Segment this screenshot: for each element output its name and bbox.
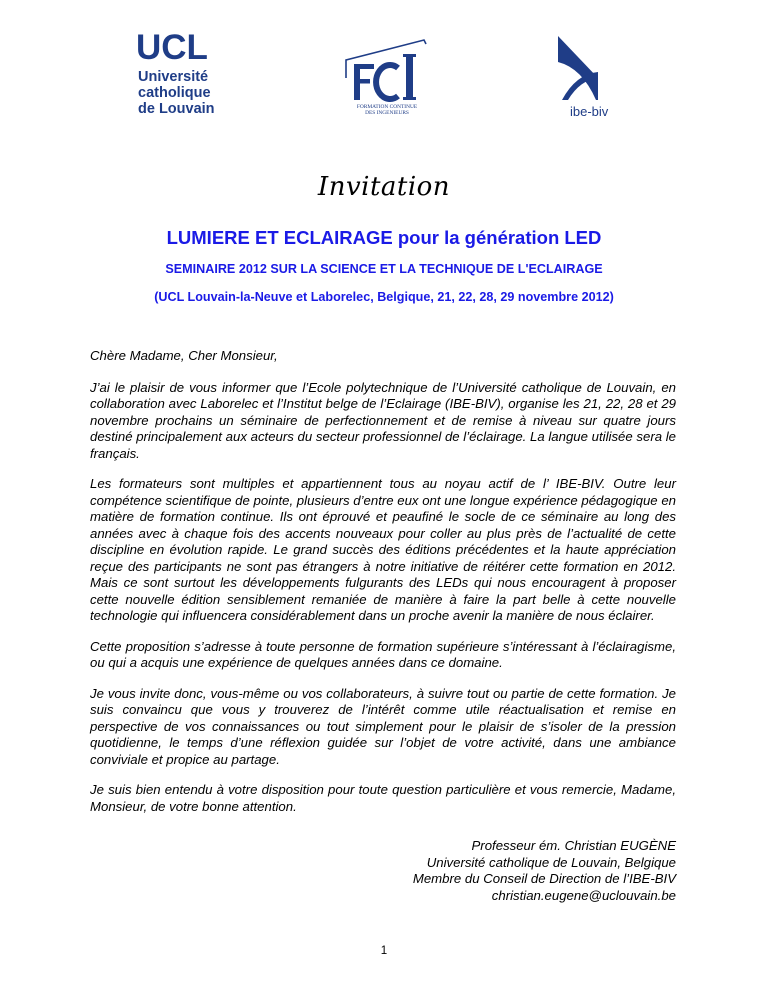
fci-caption-line1: FORMATION CONTINUE xyxy=(356,104,418,110)
page-number: 1 xyxy=(380,945,388,957)
letter-paragraph: Les formateurs sont multiples et appartiennent tous au noyau actif de l’ IBE-BIV. Outre leur compétence scientifique de pointe, plusieurs d’entre eux ont une longue expérience pédagogique en matière de formation continue. Ils ont éprouvé et peaufiné le socle de ce séminaire au long des années avec à chaque fois des accents nouveaux pour coller au plus près de l’actualité de cette discipline en évolution rapide. Le grand succès des éditions précédentes et la haute appréciation reçue des participants ne sont pas étrangers à notre initiative de réitérer cette formation en 2012. Mais ce sont surtout les développements fulgurants des LEDs qui nous encouragent à proposer cette nouvelle édition sensiblement remaniée de manière à faire la part belle à cette nouvelle technologie qui influencera considérablement dans un proche avenir la manière de nous éclairer. xyxy=(90,476,676,623)
fci-caption-line2: DES INGENIEURS xyxy=(365,110,409,116)
ucl-logo-acronym: UCL xyxy=(136,28,208,67)
ucl-logo-line3: de Louvain xyxy=(138,101,215,117)
fci-logo xyxy=(332,38,442,123)
signature-email[interactable]: christian.eugene@uclouvain.be xyxy=(491,887,676,903)
fci-logo-graphic xyxy=(332,38,442,103)
letter-paragraph: Je suis bien entendu à votre disposition pour toute question particulière et vous remercie, Madame, Monsieur, de votre bonne attention. xyxy=(90,782,676,814)
ibe-biv-logo xyxy=(552,34,632,119)
letter-greeting: Chère Madame, Cher Monsieur, xyxy=(90,348,278,363)
signature-name: Professeur ém. Christian EUGÈNE xyxy=(471,838,676,853)
ibe-biv-logo-graphic xyxy=(552,34,632,104)
seminar-subtitle: SEMINAIRE 2012 SUR LA SCIENCE ET LA TECHNIQUE DE L'ECLAIRAGE xyxy=(165,262,603,276)
invitation-heading: Invitation xyxy=(317,172,451,202)
signature-block xyxy=(413,838,676,904)
ucl-logo-line1: Université xyxy=(138,69,209,85)
ucl-logo-line2: catholique xyxy=(138,85,211,101)
letter-paragraph: Cette proposition s’adresse à toute personne de formation supérieure s’intéressant à l’éclairagisme, ou qui a acquis une expérience de quelques années dans ce domaine. xyxy=(90,638,676,670)
letter-paragraph: Je vous invite donc, vous-même ou vos collaborateurs, à suivre tout ou partie de cette formation. Je suis convaincu que vous y trouverez de l’intérêt comme utile réactualisation et remise en perspective de vos connaissances ou tout simplement pour le plaisir de s’isoler de la pression quotidienne, le temps d’une réflexion guidée sur l’objet de votre activité, dans une ambiance conviviale et propice au partage. xyxy=(90,685,676,767)
signature-affiliation: Université catholique de Louvain, Belgique xyxy=(426,854,676,870)
letter-body xyxy=(90,348,676,829)
letter-paragraph: J’ai le plaisir de vous informer que l’Ecole polytechnique de l’Université catholique de Louvain, en collaboration avec Laborelec et l’Institut belge de l’Eclairage (IBE-BIV), organise les 21, 22, 28 et 29 novembre prochains un séminaire de perfectionnement et de remise à niveau sur quatre jours destiné principalement aux acteurs du secteur professionnel de l’éclairage. La langue utilisée sera le français. xyxy=(90,379,676,461)
ibe-biv-logo-text: ibe-biv xyxy=(570,104,609,119)
signature-role: Membre du Conseil de Direction de l’IBE-BIV xyxy=(412,871,676,887)
seminar-title: LUMIERE ET ECLAIRAGE pour la génération LED xyxy=(166,227,602,248)
ucl-logo xyxy=(136,30,236,120)
seminar-location-dates: (UCL Louvain-la-Neuve et Laborelec, Belgique, 21, 22, 28, 29 novembre 2012) xyxy=(154,290,614,304)
